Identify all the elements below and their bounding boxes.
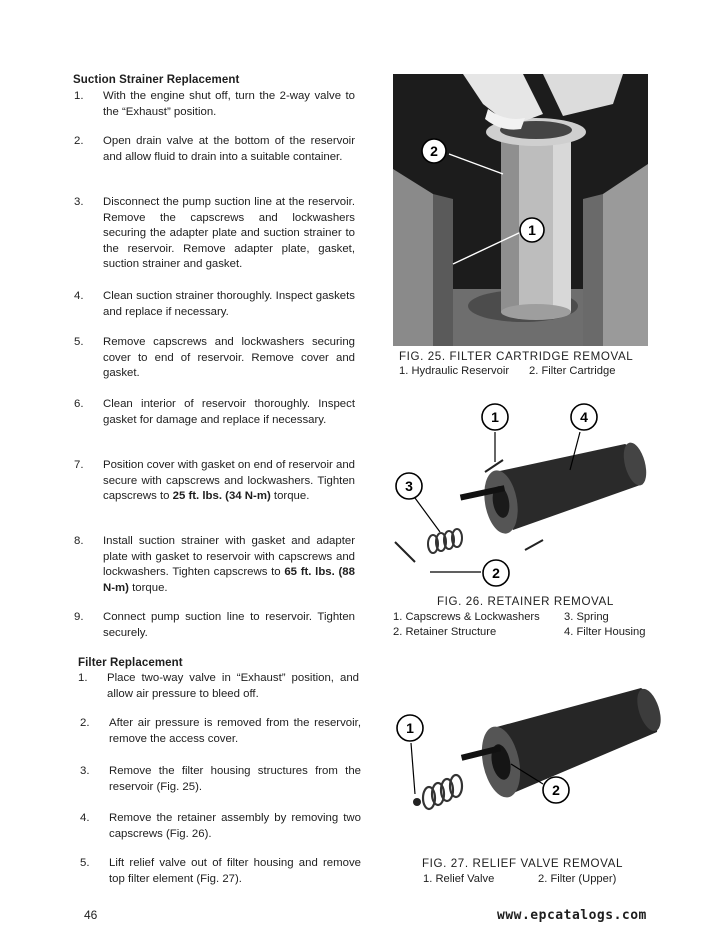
fig27-legend-1: 1. Relief Valve: [423, 873, 495, 885]
torque-value: 65 ft. lbs. (88 N-m): [103, 566, 355, 594]
step-number: 2.: [74, 135, 84, 147]
fig27-photo: [393, 676, 663, 846]
website-watermark[interactable]: www.epcatalogs.com: [497, 908, 647, 923]
fig26-callout-1: 1: [491, 409, 499, 425]
step-text: Place two-way valve in “Exhaust” position, and allow air pressure to bleed off.: [107, 672, 359, 700]
fig25-caption: FIG. 25. FILTER CARTRIDGE REMOVAL: [399, 350, 634, 363]
step-number: 7.: [74, 459, 84, 471]
fig26-callout-2: 2: [492, 565, 500, 581]
step-number: 3.: [74, 196, 84, 208]
step-text: Remove the filter housing structures from the reservoir (Fig. 25).: [109, 765, 361, 793]
step-text: Open drain valve at the bottom of the reservoir and allow fluid to drain into a suitable container.: [103, 135, 355, 163]
page-number: 46: [84, 908, 98, 922]
step-number: 8.: [74, 535, 84, 547]
step-text: Remove the retainer assembly by removing two capscrews (Fig. 26).: [109, 812, 361, 840]
fig25-callout-2: 2: [430, 143, 438, 159]
step-text: Lift relief valve out of filter housing and remove top filter element (Fig. 27).: [109, 857, 361, 885]
fig26-callout-4: 4: [580, 409, 588, 425]
torque-value: 25 ft. lbs. (34 N-m): [172, 490, 271, 503]
fig26-legend-1: 1. Capscrews & Lockwashers: [393, 611, 540, 623]
step-number: 3.: [80, 765, 90, 777]
fig26-legend-4: 4. Filter Housing: [564, 626, 646, 638]
step-number: 1.: [74, 90, 84, 102]
step-number: 6.: [74, 398, 84, 410]
fig26-legend-2: 2. Retainer Structure: [393, 626, 497, 638]
step-text: Install suction strainer with gasket and adapter plate with gasket to reservoir with capscrews and lockwashers. Tighten capscrews to 65 ft. lbs. (88 N-m) torque.: [103, 535, 355, 594]
step-text: Clean suction strainer thoroughly. Inspect gaskets and replace if necessary.: [103, 290, 355, 318]
fig27-caption: FIG. 27. RELIEF VALVE REMOVAL: [422, 857, 624, 870]
step-number: 9.: [74, 611, 84, 623]
fig25-legend-1: 1. Hydraulic Reservoir: [399, 365, 510, 377]
step-text: Clean interior of reservoir thoroughly. Inspect gasket for damage and replace if necessary.: [103, 398, 355, 426]
fig26-legend-3: 3. Spring: [564, 611, 609, 623]
step-text: After air pressure is removed from the reservoir, remove the access cover.: [109, 717, 361, 745]
fig27-callout-2: 2: [552, 782, 560, 798]
fig25-legend-2: 2. Filter Cartridge: [529, 365, 616, 377]
fig27-callout-1: 1: [406, 720, 414, 736]
step-text: Remove capscrews and lockwashers securing cover to end of reservoir. Remove cover and gasket.: [103, 336, 355, 380]
step-text: Position cover with gasket on end of reservoir and secure with capscrews and lockwashers. Tighten capscrews to 25 ft. lbs. (34 N-m) torque.: [103, 459, 355, 503]
step-number: 5.: [80, 857, 90, 869]
suction-strainer-heading: Suction Strainer Replacement: [73, 74, 240, 86]
fig25-photo: [393, 74, 648, 346]
step-text: Disconnect the pump suction line at the reservoir. Remove the capscrews and lockwashers securing the adapter plate and suction strainer to the reservoir. Remove adapter plate, gasket, suction strainer and gasket.: [103, 196, 355, 271]
step-number: 4.: [80, 812, 90, 824]
step-text: With the engine shut off, turn the 2-way valve to the “Exhaust” position.: [103, 90, 355, 118]
fig25-callout-1: 1: [528, 222, 536, 238]
fig26-photo: [385, 392, 653, 592]
step-number: 2.: [80, 717, 90, 729]
fig27-legend-2: 2. Filter (Upper): [538, 873, 617, 885]
step-text: Connect pump suction line to reservoir. Tighten securely.: [103, 611, 355, 639]
step-number: 5.: [74, 336, 84, 348]
filter-replacement-heading: Filter Replacement: [78, 657, 183, 669]
step-number: 1.: [78, 672, 88, 684]
fig26-callout-3: 3: [405, 478, 413, 494]
fig26-caption: FIG. 26. RETAINER REMOVAL: [437, 595, 614, 608]
step-number: 4.: [74, 290, 84, 302]
